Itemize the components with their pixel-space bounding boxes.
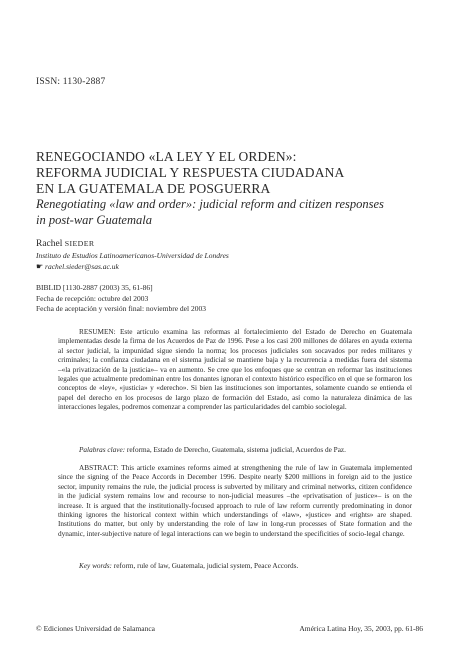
title-block [36, 149, 436, 228]
title-line: RENEGOCIANDO «LA LEY Y EL ORDEN»: [36, 149, 297, 164]
abstract-label: ABSTRACT: [79, 464, 119, 472]
accepted-date: Fecha de aceptación y versión final: noviembre del 2003 [36, 304, 206, 313]
palabras-clave-paragraph [58, 446, 412, 455]
title-line: REFORMA JUDICIAL Y RESPUESTA CIUDADANA [36, 165, 345, 180]
pointing-hand-icon: ☛ [36, 262, 44, 271]
resumen-label: RESUMEN: [79, 328, 116, 336]
abstract-section [58, 464, 412, 539]
author-affiliation: Instituto de Estudios Latinoamericanos-Universidad de Londres [36, 251, 229, 260]
english-title-line: in post-war Guatemala [36, 212, 152, 227]
author-first-name: Rachel [36, 239, 63, 249]
key-words-section [58, 562, 412, 571]
palabras-clave-text: reforma, Estado de Derecho, Guatemala, sistema judicial, Acuerdos de Paz. [126, 446, 346, 454]
palabras-clave-section [58, 446, 412, 455]
abstract-text: This article examines reforms aimed at strengthening the rule of law in Guatemala implemented since the signing of the Peace Accords in December 1996. Despite nearly $200 millions in foreign aid to the justice sector, impunity remains the rule, the judicial process is subverted by military and criminal networks, citizen confidence in the judicial system remains low and recourse to non-judicial measures –the «privatisation of justice»– is on the increase. It is argued that the institutionally-focused approach to rule of law reform currently predominating in donor thinking ignores the historical context within which understandings of «law», «justice» and «rights» are shaped. Institutions do matter, but only by understanding the role of law in long-run processes of State formation and the dynamic, inter-subjective nature of legal interactions can we begin to understand the specificities of socio-legal change. [58, 464, 412, 538]
title-line: EN LA GUATEMALA DE POSGUERRA [36, 181, 271, 196]
palabras-clave-label: Palabras clave: [79, 446, 126, 454]
key-words-text: reform, rule of law, Guatemala, judicial system, Peace Accords. [113, 562, 299, 570]
author-name [36, 238, 436, 250]
received-date: Fecha de recepción: octubre del 2003 [36, 293, 149, 303]
author-email[interactable]: rachel.sieder@sas.ac.uk [45, 262, 119, 271]
key-words-paragraph [58, 562, 412, 571]
resumen-section [58, 328, 412, 413]
english-title-line: Renegotiating «law and order»: judicial reform and citizen responses [36, 197, 384, 211]
key-words-label: Key words: [79, 562, 112, 570]
author-block [36, 238, 436, 272]
author-last-name: SIEDER [64, 239, 95, 248]
issn-line: ISSN: 1130-2887 [36, 77, 106, 87]
resumen-paragraph [58, 328, 412, 413]
biblid-line: BIBLID [1130-2887 (2003) 35, 61-86] [36, 283, 153, 292]
resumen-text: Este artículo examina las reformas al fortalecimiento del Estado de Derecho en Guatemala implementadas desde la firma de los Acuerdos de Paz de 1996. Pese a los casi 200 millones de dólares en ayuda externa al sector judicial, la impunidad sigue siendo la norma; los procesos judiciales son socavados por redes militares y criminales; la confianza ciudadana en el sistema judicial se mantiene baja y la recurrencia a medidas fuera del sistema –«la privatización de la justicia»– va en aumento. Se cree que los enfoques que se centran en reformar las instituciones legales que actualmente predominan entre los donantes ignoran el contexto histórico específico en el que se formaron los conceptos de «ley», «justicia» y «derecho». Si bien las instituciones son importantes, solamente cuando se entienda el papel del derecho en los procesos de largo plazo de formación del Estado, así como la naturaleza dinámica de las interacciones legales, podremos comenzar a comprender las particularidades del cambio sociolegal. [58, 328, 413, 412]
author-email-line [36, 261, 436, 272]
bibliographic-info [36, 283, 436, 315]
footer-publisher: © Ediciones Universidad de Salamanca [36, 624, 155, 633]
abstract-paragraph [58, 464, 412, 539]
footer-citation: América Latina Hoy, 35, 2003, pp. 61-86 [299, 624, 423, 633]
